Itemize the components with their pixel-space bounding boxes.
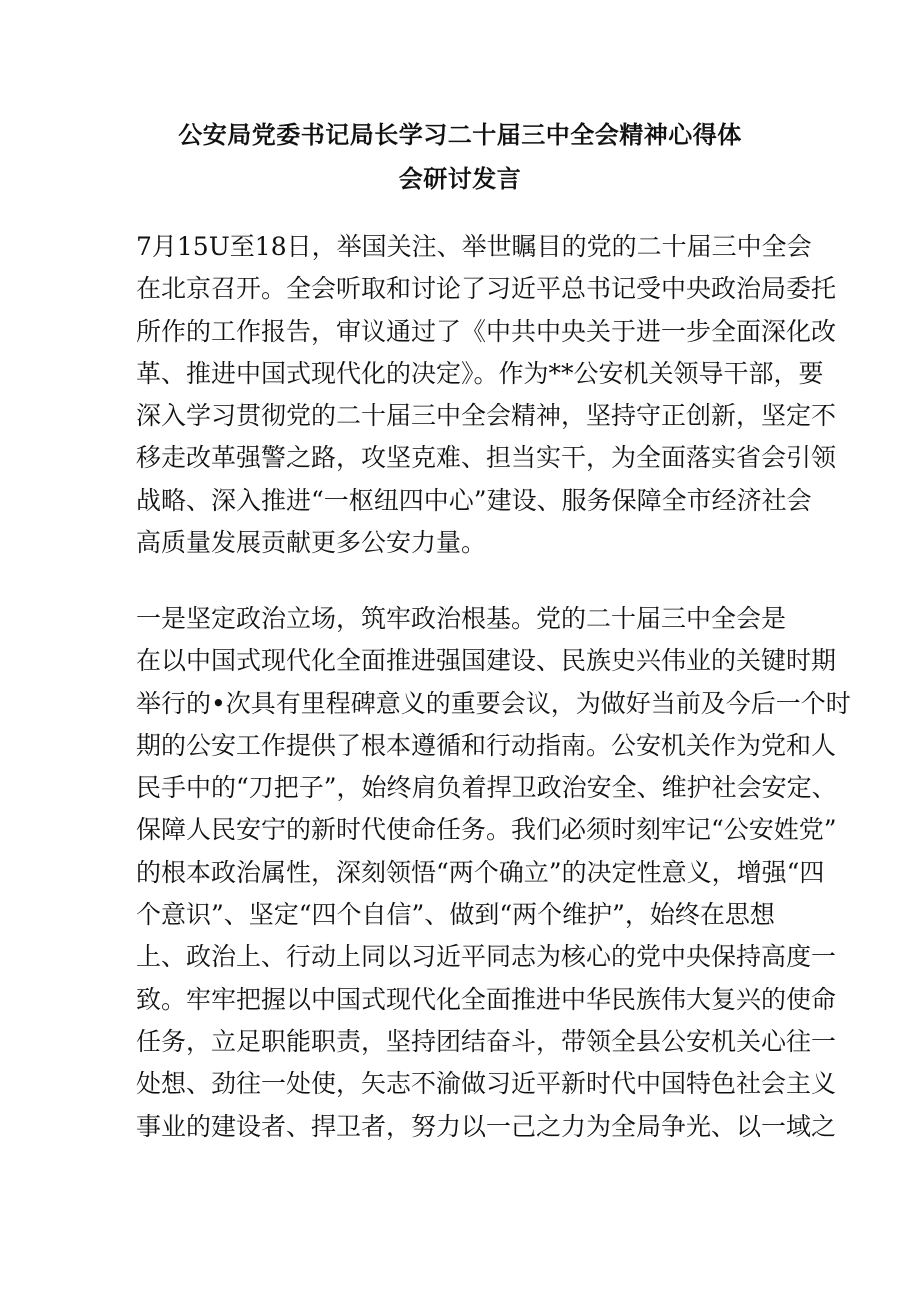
paragraph-line: 任务，立足职能职责，坚持团结奋斗，带领全县公安机关心往一 [136,1026,837,1056]
document-title-line-2: 会研讨发言 [398,165,522,193]
paragraph-line: 7月15U至18日，举国关注、举世瞩目的党的二十届三中全会 [136,232,812,261]
paragraph-line: 战略、深入推进“一枢纽四中心”建设、服务保障全市经济社会 [136,485,812,515]
paragraph-line: 致。牢牢把握以中国式现代化全面推进中华民族伟大复兴的使命 [136,984,837,1014]
paragraph-2 [136,598,851,1148]
paragraph-line: 保障人民安宁的新时代使命任务。我们必须时刻牢记“公安姓党” [136,815,837,845]
paragraph-line: 高质量发展贡献更多公安力量。 [136,528,487,558]
paragraph-line: 所作的工作报告，审议通过了《中共中央关于进一步全面深化改 [136,316,837,346]
paragraph-line: 期的公安工作提供了根本遵循和行动指南。公安机关作为党和人 [136,730,837,760]
paragraph-line: 深入学习贯彻党的二十届三中全会精神，坚持守正创新，坚定不 [136,401,837,431]
document-title-line-1: 公安局党委书记局长学习二十届三中全会精神心得体 [178,121,742,149]
paragraph-line: 移走改革强警之路，攻坚克难、担当实干，为全面落实省会引领 [136,443,837,473]
paragraph-line: 一是坚定政治立场，筑牢政治根基。党的二十届三中全会是 [136,604,787,633]
paragraph-line: 的根本政治属性，深刻领悟“两个确立”的决定性意义，增强“四 [136,857,825,887]
paragraph-line: 在北京召开。全会听取和讨论了习近平总书记受中央政治局委托 [136,274,837,304]
paragraph-line: 上、政治上、行动上同以习近平同志为核心的党中央保持高度一 [136,942,837,972]
paragraph-1 [136,226,837,564]
paragraph-line: 在以中国式现代化全面推进强国建设、民族史兴伟业的关键时期 [136,646,837,676]
paragraph-line: 民手中的“刀把子”，始终肩负着捍卫政治安全、维护社会安定、 [136,773,837,803]
paragraph-line: 革、推进中国式现代化的决定》。作为**公安机关领导干部，要 [136,358,824,388]
paragraph-line: 个意识”、坚定“四个自信”、做到“两个维护”，始终在思想 [136,900,775,930]
paragraph-line: 事业的建设者、捍卫者，努力以一己之力为全局争光、以一域之 [136,1111,837,1141]
paragraph-line: 举行的•次具有里程碑意义的重要会议，为做好当前及今后一个时 [136,688,851,718]
paragraph-line: 处想、劲往一处使，矢志不渝做习近平新时代中国特色社会主义 [136,1069,837,1099]
